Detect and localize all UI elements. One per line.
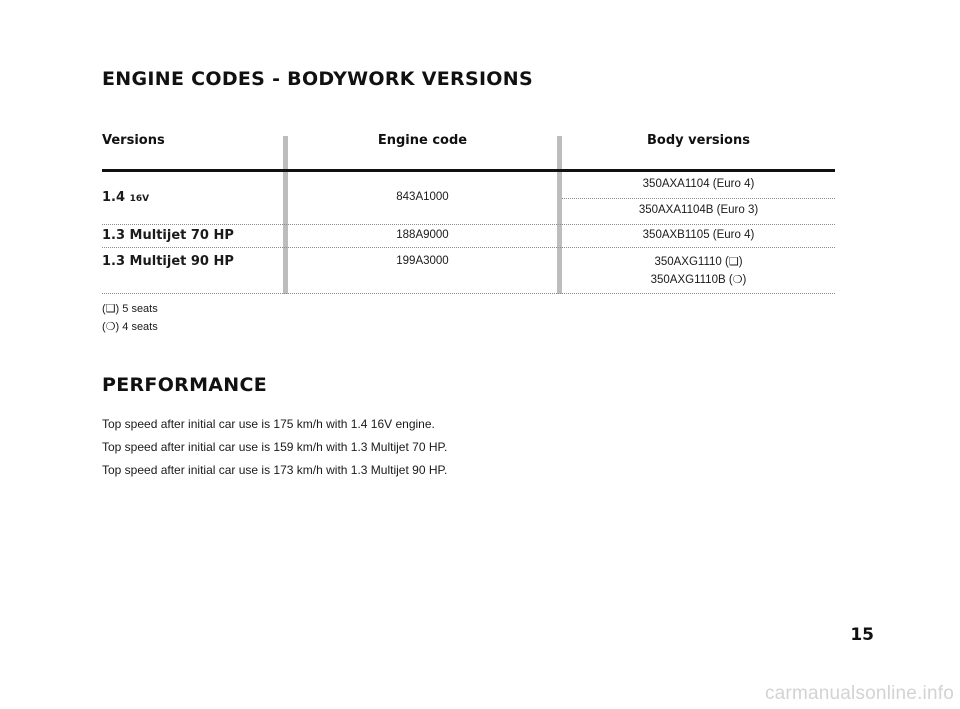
performance-text <box>102 413 447 482</box>
row-body-version: 350AXG1110 (❑) <box>654 256 743 268</box>
header-engine-code: Engine code <box>377 133 468 148</box>
row-body-version: 350AXA1104B (Euro 3) <box>638 204 759 216</box>
row-body-version: 350AXA1104 (Euro 4) <box>642 178 755 190</box>
performance-line: Top speed after initial car use is 173 km/h with 1.3 Multijet 90 HP. <box>102 463 448 477</box>
section-title-performance: PERFORMANCE <box>102 374 268 396</box>
page-number: 15 <box>850 625 874 645</box>
row-divider <box>102 224 835 225</box>
square-bullet-icon: ❑ <box>728 256 739 268</box>
row-engine-code: 188A9000 <box>396 229 449 241</box>
engine-codes-table <box>102 128 835 294</box>
row-engine-code: 199A3000 <box>396 255 449 267</box>
row-engine-code: 843A1000 <box>396 191 449 203</box>
header-body-versions: Body versions <box>647 133 750 148</box>
row-body-version: 350AXG1110B (❍) <box>650 274 747 286</box>
row-body-version: 350AXB1105 (Euro 4) <box>642 229 755 241</box>
row-divider <box>562 198 835 199</box>
row-version: 1.4 16V <box>102 190 150 205</box>
row-version: 1.3 Multijet 70 HP <box>102 228 234 243</box>
column-divider <box>283 136 288 294</box>
square-bullet-icon: ❑ <box>105 303 116 315</box>
row-version: 1.3 Multijet 90 HP <box>102 254 234 269</box>
row-divider <box>102 247 835 248</box>
note-4-seats: (❍) 4 seats <box>102 321 158 333</box>
performance-line: Top speed after initial car use is 159 km/h with 1.3 Multijet 70 HP. <box>102 440 448 454</box>
header-rule <box>102 169 835 172</box>
section-title-engine-codes: ENGINE CODES - BODYWORK VERSIONS <box>102 68 533 90</box>
circle-bullet-icon: ❍ <box>105 321 116 333</box>
note-5-seats: (❑) 5 seats <box>102 303 158 315</box>
row-divider <box>102 293 835 294</box>
performance-line: Top speed after initial car use is 175 km/h with 1.4 16V engine. <box>102 417 435 431</box>
table-notes <box>102 300 158 336</box>
header-versions: Versions <box>102 133 165 148</box>
circle-bullet-icon: ❍ <box>732 274 743 286</box>
watermark: carmanualsonline.info <box>764 683 954 704</box>
